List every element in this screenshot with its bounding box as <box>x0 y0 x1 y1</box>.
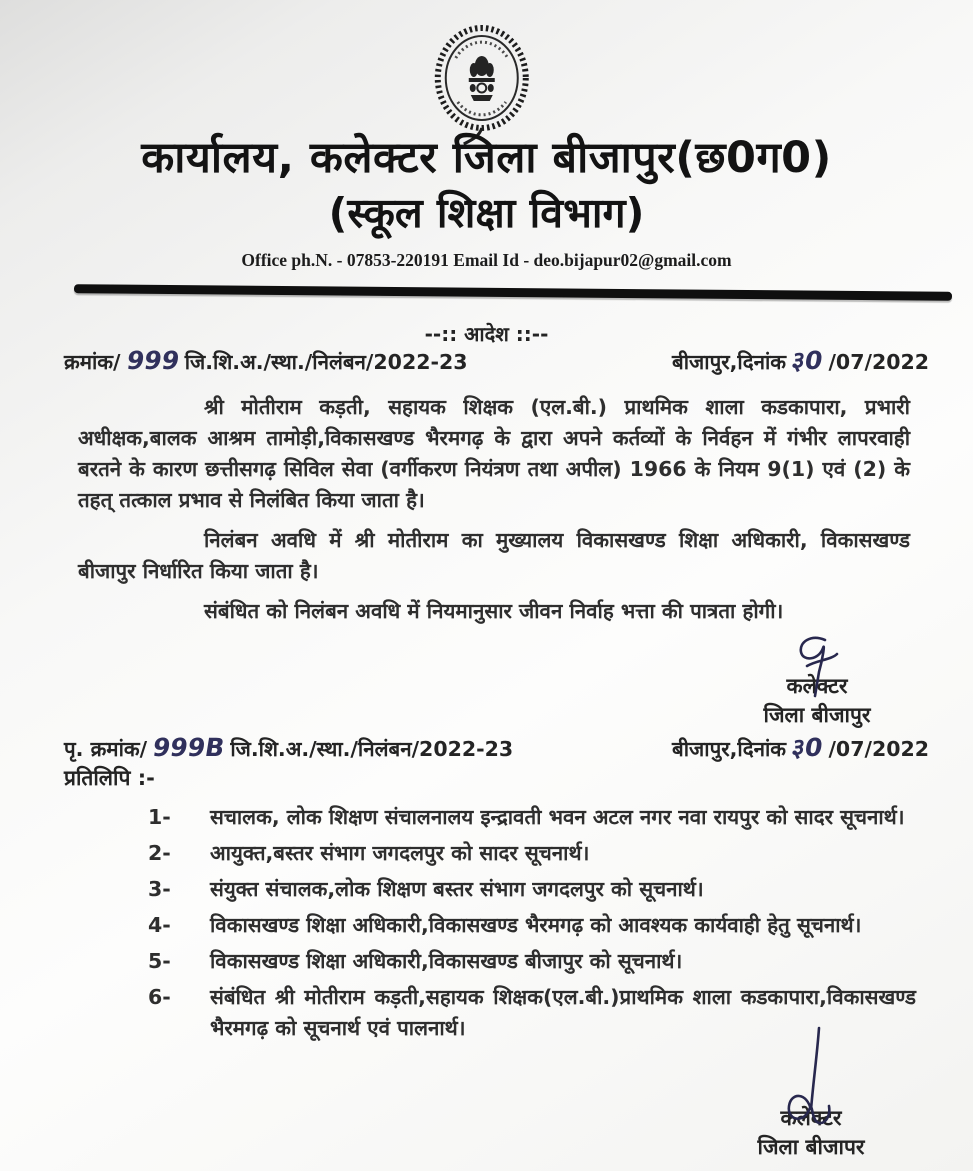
copy-to-list <box>148 802 916 1049</box>
item-number: 1- <box>148 805 171 829</box>
ref-file: जि.शि.अ./स्था./निलंबन/2022-23 <box>184 350 468 374</box>
list-item <box>148 838 916 869</box>
signatory-district: जिला बीजापर <box>757 1135 865 1159</box>
item-text: आयुक्त,बस्तर संभाग जगदलपुर को सादर सूचनार्थ। <box>210 841 590 865</box>
date-printed: /07/2022 <box>828 350 929 374</box>
endorse-date-printed: /07/2022 <box>828 737 929 761</box>
copy-to-label: प्रतिलिपि :- <box>64 766 155 790</box>
endorse-date-handwritten: ३0 <box>789 733 825 762</box>
list-item <box>148 910 916 941</box>
signatory-designation: कलेक्टर <box>786 674 848 698</box>
office-title: कार्यालय, कलेक्टर जिला बीजापुर(छ0ग0) <box>141 133 832 183</box>
item-number: 2- <box>148 841 171 865</box>
signatory-district: जिला बीजापुर <box>763 703 871 727</box>
item-number: 6- <box>148 985 171 1009</box>
place-date-label: बीजापुर,दिनांक <box>672 350 787 374</box>
endorsement-line <box>64 735 929 763</box>
endorse-label: पृ. क्रमांक/ <box>64 737 148 761</box>
collector-signature-bottom <box>706 1104 916 1162</box>
ref-number-handwritten: 999 <box>124 346 182 375</box>
ref-label: क्रमांक/ <box>64 350 121 374</box>
paragraph-allowance: संबंधित को निलंबन अवधि में नियमानुसार जीवन निर्वाह भत्ता की पात्रता होगी। <box>204 599 784 623</box>
item-number: 4- <box>148 913 171 937</box>
endorse-place-date-label: बीजापुर,दिनांक <box>672 737 787 761</box>
order-body <box>78 392 910 627</box>
item-text: विकासखण्ड शिक्षा अधिकारी,विकासखण्ड बीजापुर को सूचनार्थ। <box>210 949 683 973</box>
list-item <box>148 802 916 833</box>
signatory-designation: कलेक्टर <box>780 1106 842 1130</box>
endorse-file: जि.शि.अ./स्था./निलंबन/2022-23 <box>230 737 514 761</box>
date-handwritten: ३0 <box>789 346 825 375</box>
item-text: सचालक, लोक शिक्षण संचालनालय इन्द्रावती भवन अटल नगर नवा रायपुर को सादर सूचनार्थ। <box>210 805 905 829</box>
paragraph-suspension: श्री मोतीराम कड़ती, सहायक शिक्षक (एल.बी.) प्राथमिक शाला कडकापारा, प्रभारी अधीक्षक,बालक आश्रम तामोड़ी,विकासखण्ड भैरमगढ़ के द्वारा अपने कर्तव्यों के निर्वहन में गंभीर लापरवाही बरतने के कारण छत्तीसगढ़ सिविल सेवा (वर्गीकरण नियंत्रण तथा अपील) 1966 के नियम 9(1) एवं (2) के तहत् तत्काल प्रभाव से निलंबित किया जाता है। <box>78 395 910 512</box>
reference-line <box>64 348 929 376</box>
endorse-number-handwritten: 999B <box>150 733 227 762</box>
list-item <box>148 874 916 905</box>
paragraph-headquarters: निलंबन अवधि में श्री मोतीराम का मुख्यालय विकासखण्ड शिक्षा अधिकारी, विकासखण्ड बीजापुर निर्धारित किया जाता है। <box>78 528 910 583</box>
item-text: विकासखण्ड शिक्षा अधिकारी,विकासखण्ड भैरमगढ़ को आवश्यक कार्यवाही हेतु सूचनार्थ। <box>210 913 862 937</box>
list-item <box>148 982 916 1044</box>
order-heading: --:: आदेश ::-- <box>424 322 549 346</box>
contact-line: Office ph.N. - 07853-220191 Email Id - deo.bijapur02@gmail.com <box>241 250 732 270</box>
item-text: संबंधित श्री मोतीराम कड़ती,सहायक शिक्षक(एल.बी.)प्राथमिक शाला कडकापारा,विकासखण्ड भैरमगढ़ को सूचनार्थ एवं पालनार्थ। <box>210 985 916 1040</box>
item-number: 3- <box>148 877 171 901</box>
list-item <box>148 946 916 977</box>
department-title: (स्कूल शिक्षा विभाग) <box>328 189 645 237</box>
item-text: संयुक्त संचालक,लोक शिक्षण बस्तर संभाग जगदलपुर को सूचनार्थ। <box>210 877 704 901</box>
item-number: 5- <box>148 949 171 973</box>
header-divider-bar <box>74 284 952 301</box>
collector-signature-top <box>712 672 922 730</box>
